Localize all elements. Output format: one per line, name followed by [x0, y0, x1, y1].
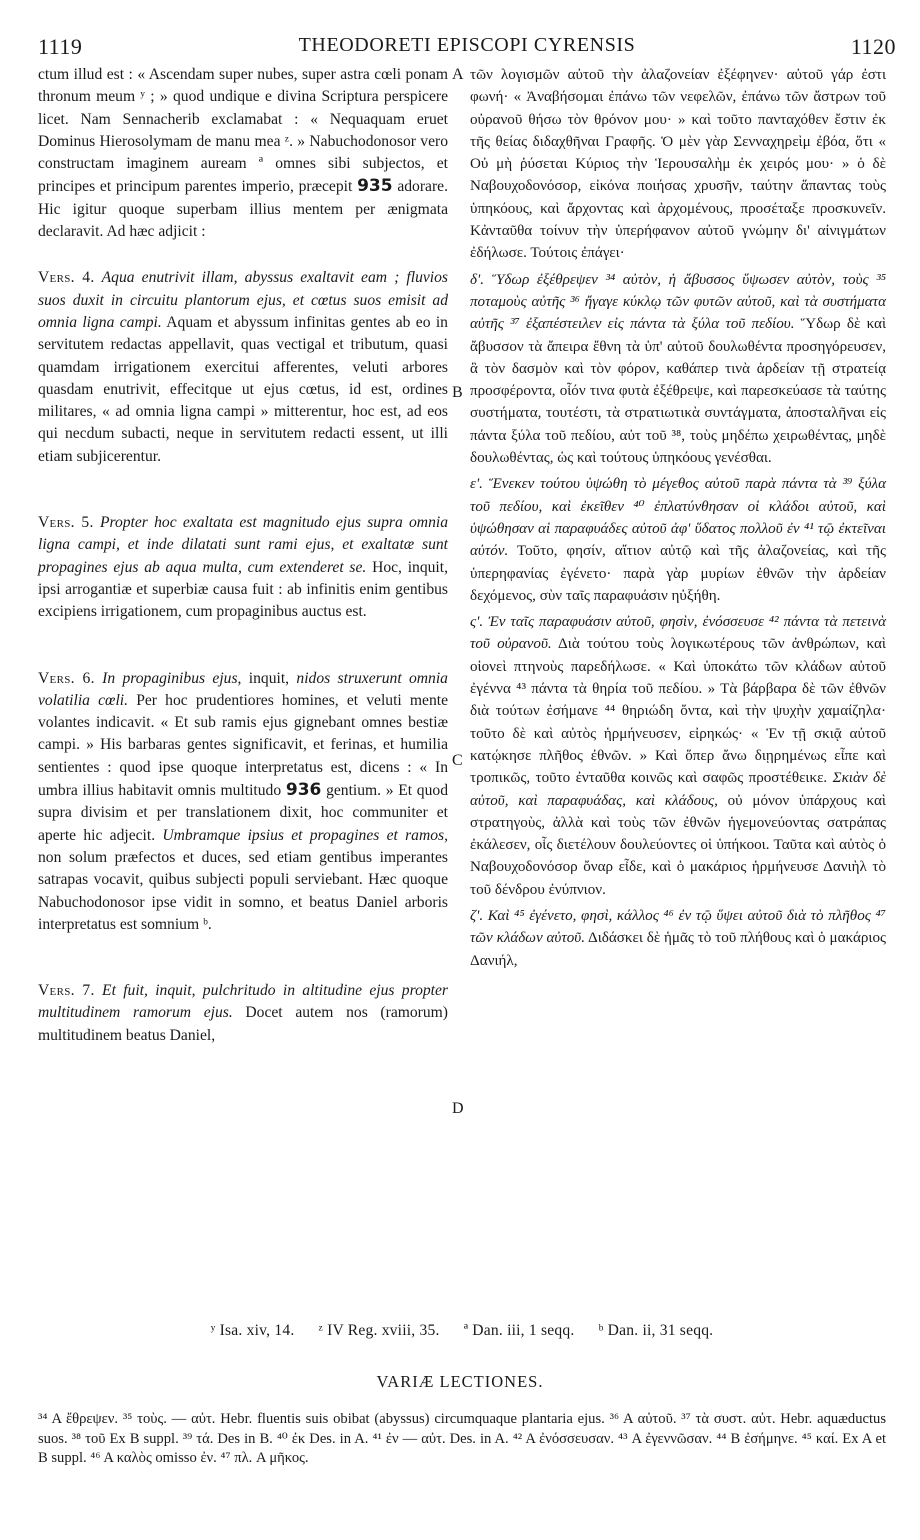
margin-letter-a: A	[452, 66, 464, 83]
scripture-footnotes	[38, 1322, 886, 1340]
verse-commentary: Hoc, inquit, ipsi arrogantiæ et superbiæ causa fuit : ab infinitis enim gentibus excipiens irrigationem, cum propaginibus auctus est.	[38, 558, 448, 621]
latin-verse-5	[38, 512, 448, 623]
margin-letter-d: D	[452, 1100, 464, 1117]
greek-verse-4	[470, 269, 886, 470]
column-number-936: 936	[285, 780, 322, 801]
verse-commentary-continued: gentium. » Et quod supra divisim et per translationem dixit, hoc communiter et aperte hic adjecit.	[38, 782, 448, 844]
verse-label: Vers. 4.	[38, 269, 95, 287]
verse-lemma-continued: nidos struxerunt omnia volatilia cœli.	[38, 669, 448, 709]
footnote-item: ª Dan. iii, 1 seqq.	[463, 1322, 575, 1339]
verse-label: Vers. 6.	[38, 669, 95, 687]
verse-label: Vers. 7.	[38, 982, 95, 1000]
verse-lemma: In propaginibus ejus	[102, 669, 238, 687]
verse-commentary: Per hoc prudentiores homines, et veluti mente volantes indicavit. « Et sub ramis ejus gignebant omnes bestiæ campi. » His barbaras gentes significavit, et ferinas, et humilia sentientes : quod ipse quoque interpretatus est, dicens : « In umbra illius habitavit omnis multitudo	[38, 691, 449, 800]
greek-verse-6	[470, 611, 886, 901]
latin-intro-paragraph	[38, 64, 448, 243]
verse-lemma: ζ'. Καὶ ⁴⁵ ἐγένετο, φησὶ, κάλλος ⁴⁶ ἐν τῷ ὕψει αὐτοῦ διὰ τὸ πλῆθος ⁴⁷ τῶν κλάδων αὐτοῦ.	[470, 907, 886, 947]
latin-intro-text: ctum illud est : « Ascendam super nubes, super astra cœli ponam thronum meum ʸ ; » quod undique e divina Scriptura perspicere licet. Nam Sennacherib exclamabat : « Nequaquam eruet Dominus Hierosolymam de manu mea ᶻ. » Nabuchodonosor vero constructam imaginem auream ª omnes sibi subjectos, et principes et principum parentes imperio, præcepit	[38, 66, 448, 196]
latin-verse-4	[38, 267, 448, 468]
verse-commentary: Διδάσκει δὲ ἡμᾶς τὸ τοῦ πλήθους καὶ ὁ μακάριος Δανιήλ,	[470, 930, 886, 969]
verse-lemma: Aqua enutrivit illam, abyssus exaltavit eam ; fluvios suos duxit in circuitu plantorum ejus, et cœtus suos emisit ad omnia ligna campi.	[38, 269, 449, 331]
verse-commentary: Aquam et abyssum infinitas gentes ab eo in servitutem redactas appellavit, quas vectigal et tributum, quasi quamdam irrigationem exercitui afferentes, veluti arbores quasdam enutrivit, effecitque ut ejus cœtus, id est, ordines militares, « ad omnia ligna campi » mitterentur, hoc est, ad eos qui necdum subacti, neque in servitutem redacti essent, ut illi etiam subjicerentur.	[38, 313, 448, 465]
column-number-935: 935	[357, 176, 393, 197]
verse-lemma: ε'. Ἕνεκεν τούτου ὑψώθη τὸ μέγεθος αὐτοῦ παρὰ πάντα τὰ ³⁹ ξύλα τοῦ πεδίου, καὶ ἐκεῖθεν ⁴⁰ ἐπλατύνθησαν οἱ κλάδοι αὐτοῦ, καὶ ὑψώθησαν αἱ παραφυάδες αὐτοῦ ἀφ' ὕδατος πολλοῦ ἐν ⁴¹ τῷ ἐκτεῖναι αὐτόν.	[470, 476, 886, 560]
verse-commentary-end: οὐ μόνον ὑπάρχους καὶ στρατηγοὺς, ἀλλὰ καὶ τοὺς τῶν ἐθνῶν ἡγεμονεύοντας σατράπας ἐκάλεσεν, οἷς διετέλουν δουλεύοντες οἱ ὑπήκοοι. Ταῦτα καὶ αὐτὸς ὁ Ναβουχοδονόσορ ὄναρ εἶδε, καὶ ὁ μακάριος ἡρμήνευσε Δανιὴλ τὸ τοῦ δένδρου ἐνύπνιον.	[470, 792, 886, 898]
margin-letter-c: C	[452, 752, 463, 769]
verse-italic-phrase: Σκιὰν δὲ αὐτοῦ, καὶ παραφυάδας, καὶ κλάδους,	[470, 770, 886, 809]
running-title: THEODORETI EPISCOPI CYRENSIS	[298, 34, 636, 56]
verse-lemma: δ'. Ὕδωρ ἐξέθρεψεν ³⁴ αὐτὸν, ἡ ἄβυσσος ὕψωσεν αὐτὸν, τοὺς ³⁵ ποταμοὺς αὐτῆς ³⁶ ἤγαγε κύκλῳ τῶν φυτῶν αὐτοῦ, καὶ τὰ συστήματα αὐτῆς ³⁷ ἐξαπέστειλεν εἰς πάντα τὰ ξύλα τοῦ πεδίου.	[470, 271, 886, 333]
greek-intro-paragraph: τῶν λογισμῶν αὐτοῦ τὴν ἀλαζονείαν ἐξέφηνεν· αὐτοῦ γάρ ἐστι φωνή· « Ἀναβήσομαι ἐπάνω τῶν νεφελῶν, ἐπάνω τῶν ἄστρων τοῦ οὐρανοῦ θήσω τὸν θρόνον μου· » καὶ τοῦτο πανταχόθεν ἔστιν ἐκ τῆς θείας διδαχθῆναι Γραφῆς. Ὁ μὲν γὰρ Σενναχηρεὶμ ἐβόα, ὅτι « Οὐ μὴ ῥύσεται Κύριος τὴν Ἱερουσαλὴμ ἐκ χειρός μου· » ὁ δὲ Ναβουχοδονόσορ, εἰκόνα ποιήσας χρυσῆν, ταύτην ἅπαντας τοὺς ὑπηκόους, καὶ ἄρχοντας καὶ ἀρχομένους, προσέταξε προσκυνεῖν. Κἀνταῦθα τοίνυν τὴν ὑπερήφανον αὐτοῦ γνώμην δι' αἰνιγμάτων ἐδήλωσε. Τούτοις ἐπάγει·	[470, 67, 886, 262]
verse-label: Vers. 5.	[38, 514, 94, 532]
greek-column	[470, 64, 886, 972]
greek-verse-5	[470, 473, 886, 607]
variae-lectiones-title: VARIÆ LECTIONES.	[376, 1372, 544, 1391]
latin-column	[38, 64, 448, 1047]
variae-lectiones-apparatus	[38, 1410, 886, 1469]
footnote-item: ʸ Isa. xiv, 14.	[210, 1322, 295, 1339]
verse-lemma: Et fuit, inquit, pulchritudo in altitudine ejus propter multitudinem ramorum ejus.	[38, 982, 448, 1022]
verse-commentary: Διὰ τούτου τοὺς λογικωτέρους τῶν ἀνθρώπων, καὶ οἱονεὶ πτηνοὺς παρεδήλωσε. « Καὶ ὑποκάτω τῶν κλάδων αὐτοῦ ἐγέννα ⁴³ πάντα τὰ θηρία τοῦ πεδίου. » Τὰ βάρβαρα δὲ τῶν ἐθνῶν διὰ τούτων ἐσήμανε ⁴⁴ θηριώδη ὄντα, καὶ τὴν ψυχὴν χαμαίζηλα· τοῦτο δὲ καὶ αὐτὸς ἡρμήνευσεν, εἰρηκώς· « Ἐν τῇ σκιᾷ αὐτοῦ κατῴκησε πλῆθος ἐθνῶν. » Καὶ ὅπερ ἄνω διῃρημένως εἶπε καὶ τροπικῶς, τοῦτο ἐνταῦθα κοινῶς καὶ σαφῶς προστέθεικε.	[470, 636, 886, 787]
verse-lemma: ς'. Ἐν ταῖς παραφυάσιν αὐτοῦ, φησὶν, ἐνόσσευσε ⁴² πάντα τὰ πετεινὰ τοῦ οὐρανοῦ.	[470, 614, 886, 653]
latin-verse-7	[38, 980, 448, 1047]
verse-commentary: Ὕδωρ δὲ καὶ ἄβυσσον τὰ ἄπειρα ἔθνη τὰ ὑπ' αὐτοῦ δουλωθέντα προσηγόρευσεν, ἃ τὸν δασμὸν καὶ τὸν φόρον, καθάπερ τινὰ ἀρδείαν τῇ στρατείᾳ προσφέροντα, οἷόν τινα φυτὰ ἐξέθρεψε, καὶ παρεσκεύασε τὰ ταύτης συστήματα, τουτέστι, τὰ στρατιωτικὰ συντάγματα, ἀποσταλῆναι εἰς πάντα ξύλα τοῦ πεδίου, αὐτ τοῦ ³⁸, τοὺς μηδέπω χειρωθέντας, μηδὲ δουλωθέντας, ὡς καὶ τούτους ὑπηκόους γενέσθαι.	[470, 316, 887, 467]
page-number-right: 1120	[850, 34, 896, 59]
page-header	[38, 34, 896, 62]
page-number-left: 1119	[38, 34, 83, 59]
verse-commentary: Docet autem nos (ramorum) multitudinem beatus Daniel,	[38, 1004, 448, 1044]
latin-intro-tail: adorare. Hic igitur quoque superbam illius mentem per ænigmata declaravit. Ad hæc adjicit :	[38, 178, 448, 241]
variants-text: ³⁴ A ἔθρεψεν. ³⁵ τοὺς. — αὐτ. Hebr. fluentis suis obibat (abyssus) circumquaque plantaria ejus. ³⁶ A αὐτοῦ. ³⁷ τὰ συστ. αὐτ. Hebr. aquæductus suos. ³⁸ τοῦ Ex B suppl. ³⁹ τά. Des in B. ⁴⁰ ἐκ Des. in A. ⁴¹ ἐν — αὐτ. Des. in A. ⁴² A ἐνόσσευσαν. ⁴³ A ἐγεννῶσαν. ⁴⁴ B ἐσήμηνε. ⁴⁵ καί. Ex A et B suppl. ⁴⁶ A καλὸς omisso ἐν. ⁴⁷ πλ. A μῆκος.	[38, 1411, 886, 1466]
latin-verse-6	[38, 668, 448, 937]
verse-inquit: , inquit,	[237, 669, 290, 687]
verse-commentary-end: non solum præfectos et duces, sed etiam gentibus imperantes satrapas vocavit, quibus subjecti populi serviebant. Hæc quoque Nabuchodonosor ipse vidit in somno, et beatus Daniel arboris interpretatus est somnium ᵇ.	[38, 848, 448, 933]
footnote-item: ᶻ IV Reg. xviii, 35.	[318, 1322, 440, 1339]
margin-letter-b: B	[452, 384, 463, 401]
verse-commentary: Τοῦτο, φησίν, αἴτιον αὐτῷ καὶ τῆς ἀλαζονείας, καὶ τῆς ὑπερηφανίας ἐγένετο· παρὰ γὰρ μυρίων ἐθνῶν τὴν ἀρδείαν δεχόμενος, σὺν ταῖς παραφυάσιν ηὐξήθη.	[470, 543, 886, 604]
footnote-item: ᵇ Dan. ii, 31 seqq.	[598, 1322, 714, 1339]
greek-verse-7	[470, 905, 886, 972]
verse-lemma: Propter hoc exaltata est magnitudo ejus supra omnia ligna campi, et inde dilatati sunt rami ejus, et exaltatæ sunt propagines ejus ab aqua multa, cum extenderet se.	[38, 514, 448, 576]
verse-italic-phrase: Umbramque ipsius et propagines et ramos,	[162, 826, 449, 844]
